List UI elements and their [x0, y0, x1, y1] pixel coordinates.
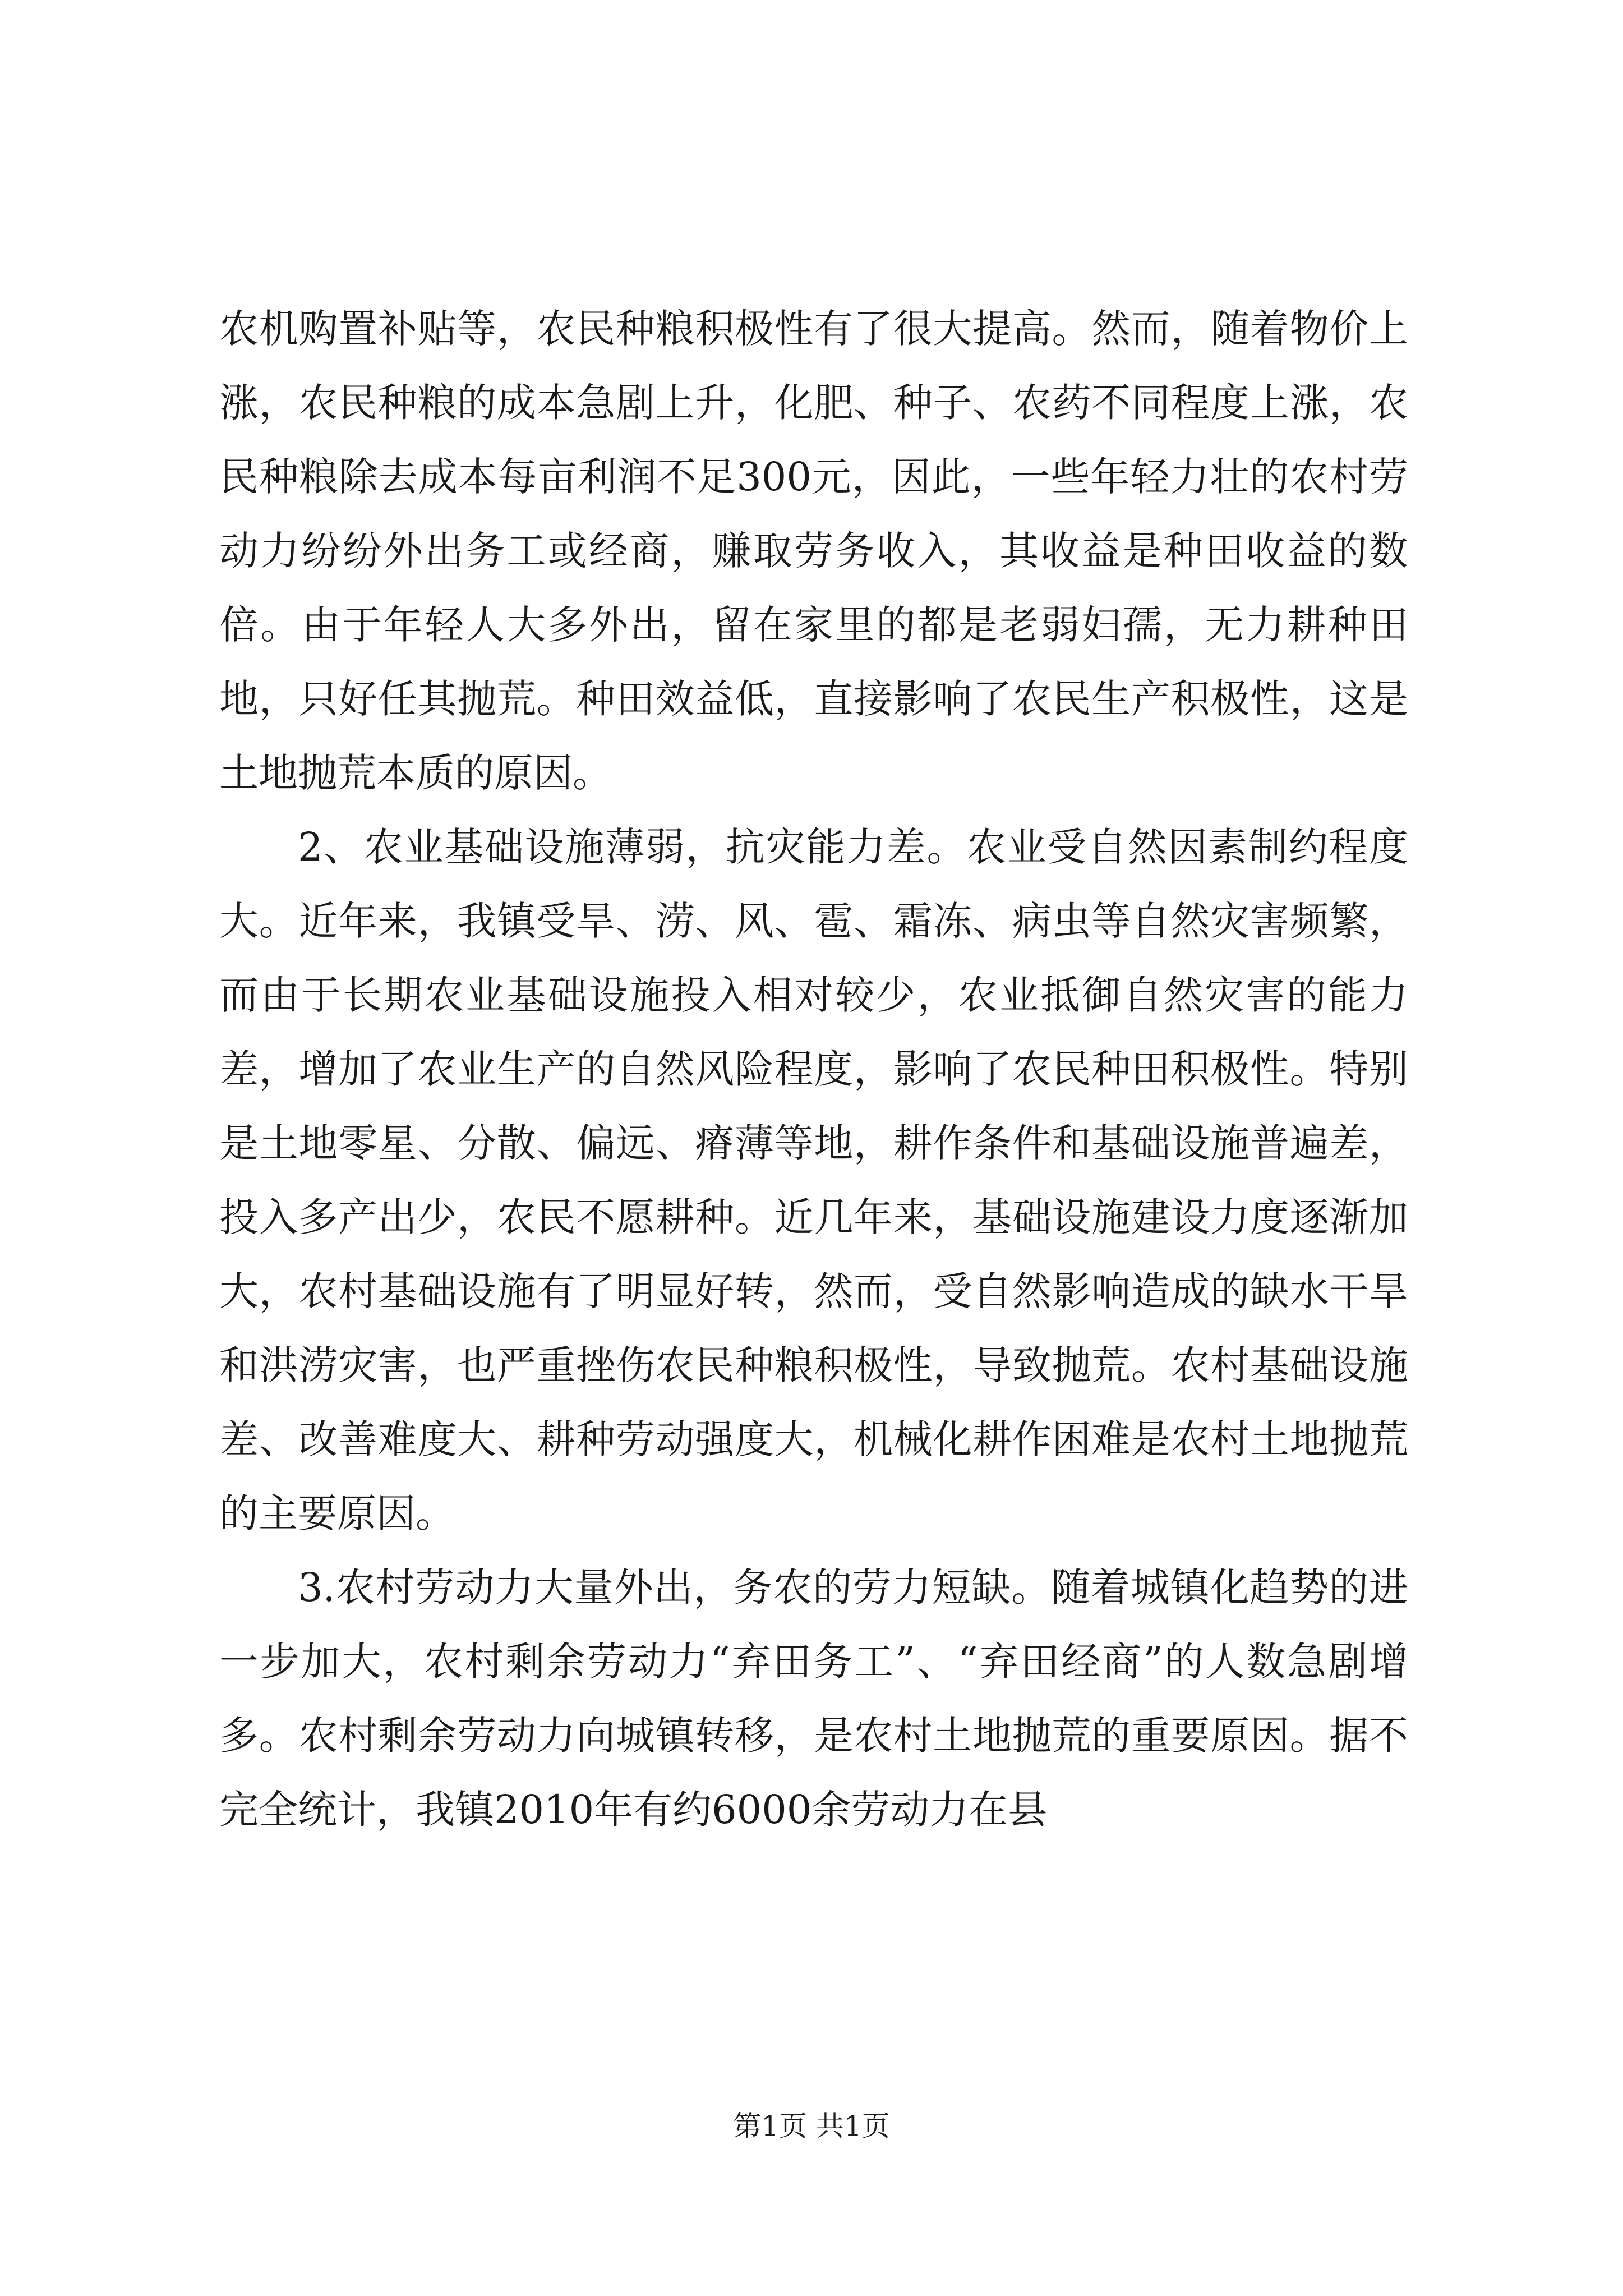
page-footer: 第1页 共1页 [733, 2110, 890, 2142]
paragraph-continuation: 农机购置补贴等，农民种粮积极性有了很大提高。然而，随着物价上涨，农民种粮的成本急剧上升，化肥、种子、农药不同程度上涨，农民种粮除去成本每亩利润不足300元，因此，一些年轻力壮的农村劳动力纷纷外出务工或经商，赚取劳务收入，其收益是种田收益的数倍。由于年轻人大多外出，留在家里的都是老弱妇孺，无力耕种田地，只好任其抛荒。种田效益低，直接影响了农民生产积极性，这是土地抛荒本质的原因。 [219, 306, 1408, 796]
document-body [219, 292, 1408, 1847]
paragraph-section-3: 3.农村劳动力大量外出，务农的劳力短缺。随着城镇化趋势的进一步加大，农村剩余劳动力“弃田务工”、“弃田经商”的人数急剧增多。农村剩余劳动力向城镇转移，是农村土地抛荒的重要原因。据不完全统计，我镇2010年有约6000余劳动力在县 [219, 1565, 1408, 1833]
paragraph-section-2: 2、农业基础设施薄弱，抗灾能力差。农业受自然因素制约程度大。近年来，我镇受旱、涝、风、雹、霜冻、病虫等自然灾害频繁，而由于长期农业基础设施投入相对较少，农业抵御自然灾害的能力差，增加了农业生产的自然风险程度，影响了农民种田积极性。特别是土地零星、分散、偏远、瘠薄等地，耕作条件和基础设施普遍差，投入多产出少，农民不愿耕种。近几年来，基础设施建设力度逐渐加大，农村基础设施有了明显好转，然而，受自然影响造成的缺水干旱和洪涝灾害，也严重挫伤农民种粮积极性，导致抛荒。农村基础设施差、改善难度大、耕种劳动强度大，机械化耕作困难是农村土地抛荒的主要原因。 [219, 824, 1408, 1536]
